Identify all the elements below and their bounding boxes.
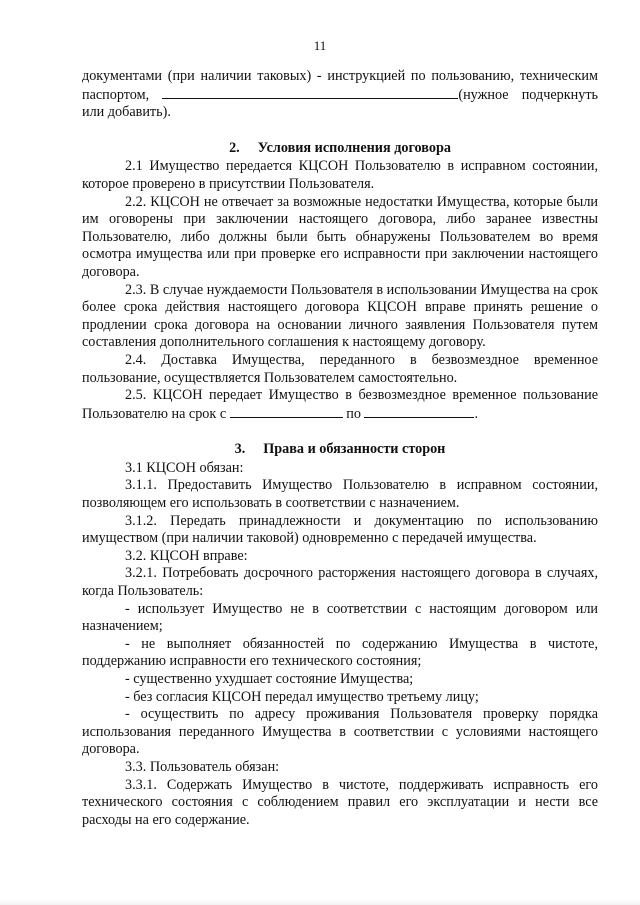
section-heading-3 (82, 441, 598, 459)
list-item: - осуществить по адресу проживания Пользователя проверку порядка использования переданного Имущества в соответствии с условиями настоящего договора. (82, 706, 598, 758)
section-heading-2 (82, 140, 598, 158)
clause-2-4: 2.4. Доставка Имущества, переданного в безвозмездное временное пользование, осуществляется Пользователем самостоятельно. (82, 351, 598, 386)
clause-3-1: 3.1 КЦСОН обязан: (125, 459, 244, 476)
clause-3-3-1: 3.3.1. Содержать Имущество в чистоте, поддерживать исправность его технического состояния с соблюдением правил его эксплуатации и нести все расходы на его содержание. (82, 776, 598, 828)
intro-paragraph (82, 68, 598, 122)
clause-3-1-2: 3.1.2. Передать принадлежности и документацию по использованию имуществом (при наличии таковой) одновременно с передачей имущества. (82, 512, 598, 547)
list-item: - не выполняет обязанностей по содержанию Имущества в чистоте, поддержанию исправности его технического состояния; (82, 635, 598, 670)
section-title: Условия исполнения договора (257, 139, 451, 156)
clause-3-3: 3.3. Пользователь обязан: (125, 758, 280, 775)
fill-in-blank (162, 86, 458, 99)
clause-2-5 (82, 387, 598, 423)
section-number: 3. (234, 441, 246, 458)
clause-3-1-1: 3.1.1. Предоставить Имущество Пользователю в исправном состоянии, позволяющем его использовать в соответствии с назначением. (82, 477, 598, 512)
clause-2-1: 2.1 Имущество передается КЦСОН Пользователю в исправном состоянии, которое проверено в присутствии Пользователя. (82, 158, 598, 192)
date-to-blank (364, 405, 474, 418)
intro-note: (нужное (458, 86, 509, 103)
date-from-blank (230, 405, 343, 418)
list-item: - существенно ухудшает состояние Имущества; (125, 671, 414, 687)
page-bottom-edge (0, 899, 640, 905)
section-title: Права и обязанности сторон (263, 441, 446, 458)
intro-text: документами (при наличии таковых) - инструкцией по пользованию, техническим паспортом, (82, 68, 598, 103)
document-body (82, 68, 598, 829)
intro-note-end: подчеркнуть или добавить). (82, 86, 598, 121)
clause-2-3: 2.3. В случае нуждаемости Пользователя в использовании Имущества на срок более срока действия настоящего договора КЦСОН вправе принять решение о продлении срока договора на основании личного заявления Пользователя путем составления дополнительного соглашения к настоящему договору. (82, 281, 598, 351)
clause-2-5-to: по (346, 405, 361, 422)
clause-2-2: 2.2. КЦСОН не отвечает за возможные недостатки Имущества, которые были им оговорены при заключении настоящего договора, либо заранее известны Пользователю, либо должны были быть обнаружены Пользователем во время осмотра имущества или при проверке его исправности при заключении настоящего договора. (82, 193, 598, 280)
section-number: 2. (229, 139, 240, 156)
clause-2-5-text: 2.5. КЦСОН передает Имущество в безвозмездное временное пользование Пользователю на срок с (82, 387, 598, 422)
list-item: - использует Имущество не в соответствии с настоящим договором или назначением; (82, 600, 598, 635)
clause-3-2-1: 3.2.1. Потребовать досрочного расторжения настоящего договора в случаях, когда Пользователь: (82, 565, 598, 600)
clause-2-5-end: . (474, 405, 479, 422)
page-number: 11 (313, 38, 327, 53)
list-item: - без согласия КЦСОН передал имущество третьему лицу; (125, 688, 479, 705)
clause-3-2: 3.2. КЦСОН вправе: (125, 547, 248, 564)
